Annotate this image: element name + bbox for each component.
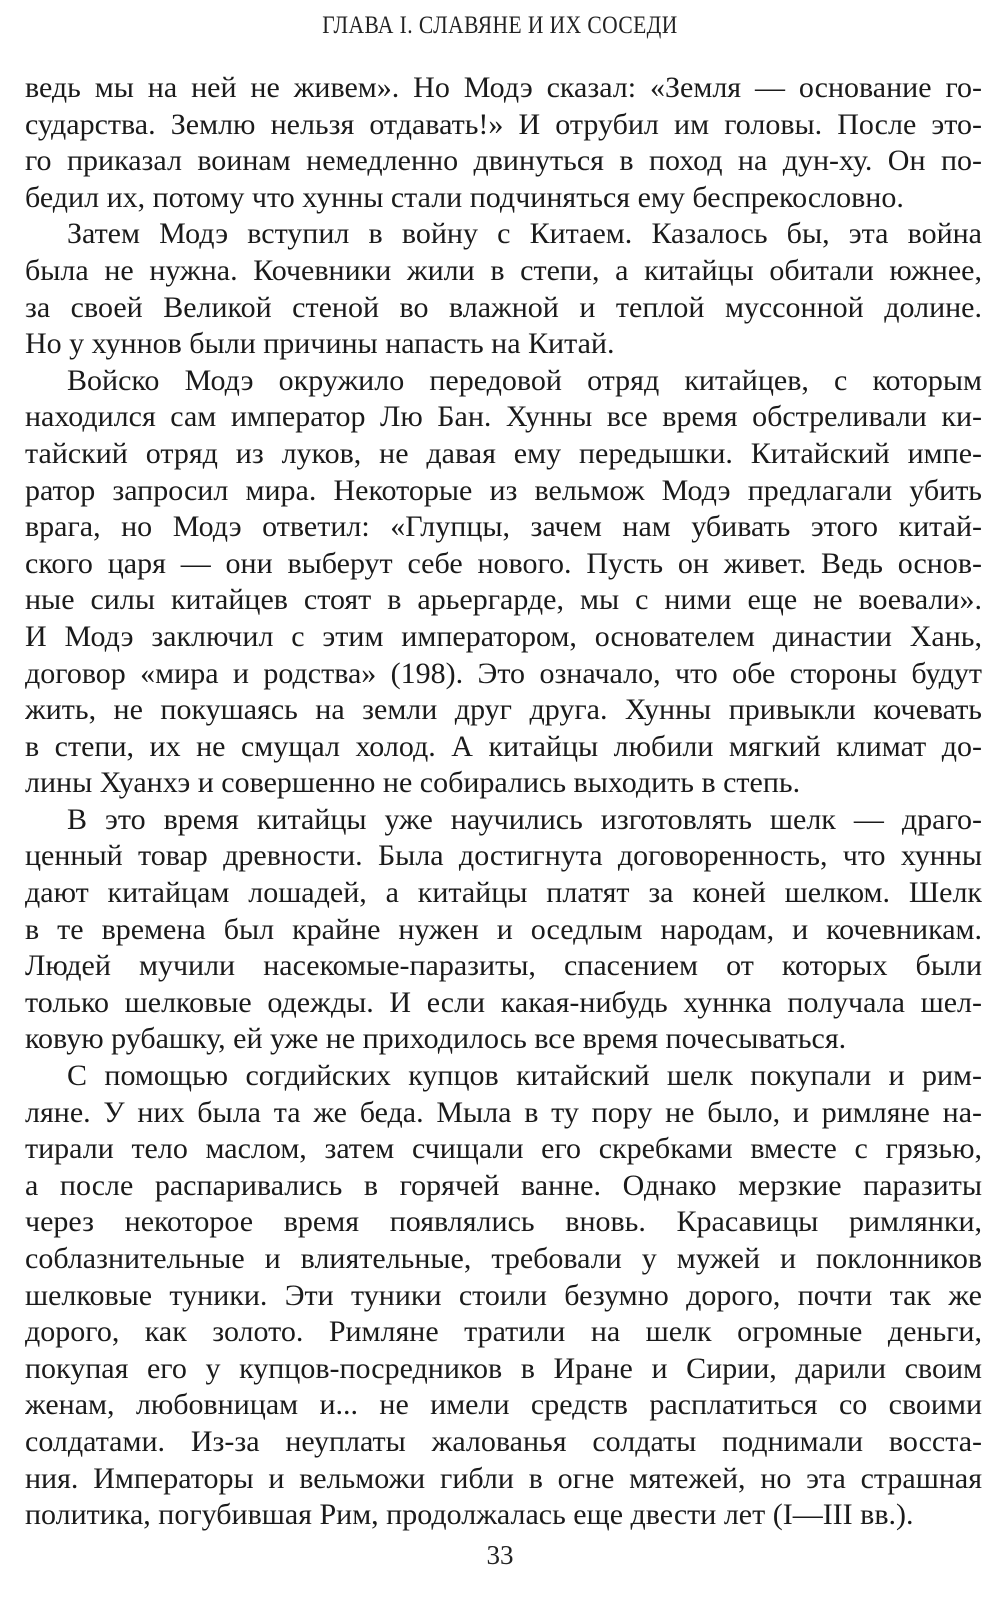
- text-line: ведь мы на ней не живем». Но Модэ сказал: «Земля — основание го-: [25, 71, 982, 104]
- text-line: В это время китайцы уже научились изготовлять шелк — драго-: [67, 802, 982, 836]
- text-line: ные силы китайцев стоят в арьергарде, мы с ними еще не воевали».: [25, 583, 982, 617]
- text-line: договор «мира и родства» (198). Это означало, что обе стороны будут: [25, 656, 982, 690]
- paragraph: [25, 1058, 982, 1534]
- text-line: дорого, как золото. Римляне тратили на шелк огромные деньги,: [25, 1315, 982, 1349]
- text-line: дают китайцам лошадей, а китайцы платят за коней шелком. Шелк: [25, 876, 982, 910]
- paragraph: [25, 802, 982, 1058]
- text-line: Но у хуннов были причины напасть на Китай.: [25, 327, 615, 361]
- text-line: лины Хуанхэ и совершенно не собирались выходить в степь.: [25, 766, 801, 800]
- paragraph: [25, 216, 982, 362]
- text-line: через некоторое время появлялись вновь. Красавицы римлянки,: [25, 1205, 982, 1239]
- text-line: Людей мучили насекомые-паразиты, спасением от которых были: [25, 949, 982, 983]
- text-line: ния. Императоры и вельможи гибли в огне мятежей, но эта страшная: [25, 1461, 982, 1495]
- text-line: го приказал воинам немедленно двинуться в поход на дун-ху. Он по-: [25, 144, 982, 178]
- text-line: находился сам император Лю Бан. Хунны все время обстреливали ки-: [25, 400, 982, 434]
- paragraph: [25, 363, 982, 802]
- text-line: а после распаривались в горячей ванне. Однако мерзкие паразиты: [25, 1168, 982, 1202]
- body-text: [25, 70, 982, 1534]
- text-line: шелковые туники. Эти туники стоили безумно дорого, почти так же: [25, 1278, 982, 1312]
- text-line: женам, любовницам и... не имели средств расплатиться со своими: [25, 1388, 982, 1422]
- text-line: соблазнительные и влиятельные, требовали у мужей и поклонников: [25, 1242, 982, 1275]
- text-line: в те времена был крайне нужен и оседлым народам, и кочевникам.: [25, 912, 982, 946]
- text-line: ратор запросил мира. Некоторые из вельмож Модэ предлагали убить: [25, 473, 982, 507]
- text-line: ского царя — они выберут себе нового. Пусть он живет. Ведь основ-: [25, 546, 982, 580]
- text-line: сударства. Землю нельзя отдавать!» И отрубил им головы. После это-: [25, 107, 982, 141]
- text-line: тайский отряд из луков, не давая ему передышки. Китайский импе-: [25, 436, 982, 470]
- text-line: Войско Модэ окружило передовой отряд китайцев, с которым: [67, 363, 982, 397]
- text-line: ковую рубашку, ей уже не приходилось все время почесываться.: [25, 1022, 847, 1056]
- text-line: в степи, их не смущал холод. А китайцы любили мягкий климат до-: [25, 729, 982, 763]
- text-line: только шелковые одежды. И если какая-нибудь хуннка получала шел-: [25, 985, 982, 1019]
- text-line: врага, но Модэ ответил: «Глупцы, зачем нам убивать этого китай-: [25, 510, 982, 544]
- text-line: была не нужна. Кочевники жили в степи, а китайцы обитали южнее,: [25, 253, 982, 287]
- text-line: Затем Модэ вступил в войну с Китаем. Казалось бы, эта война: [67, 217, 982, 251]
- text-line: С помощью согдийских купцов китайский шелк покупали и рим-: [67, 1059, 982, 1093]
- text-line: жить, не покушаясь на земли друг друга. Хунны привыкли кочевать: [25, 693, 982, 727]
- text-line: тирали тело маслом, затем счищали его скребками вместе с грязью,: [25, 1132, 982, 1166]
- text-line: за своей Великой стеной во влажной и теплой муссонной долине.: [25, 290, 982, 324]
- text-line: И Модэ заключил с этим императором, основателем династии Хань,: [25, 619, 982, 653]
- text-line: политика, погубившая Рим, продолжалась еще двести лет (I—III вв.).: [25, 1498, 914, 1532]
- text-line: бедил их, потому что хунны стали подчиняться ему беспрекословно.: [25, 180, 904, 214]
- text-line: ляне. У них была та же беда. Мыла в ту пору не было, и римляне на-: [25, 1095, 982, 1129]
- text-line: ценный товар древности. Была достигнута договоренность, что хунны: [25, 839, 982, 873]
- page-number: 33: [486, 1540, 514, 1570]
- text-line: покупая его у купцов-посредников в Иране и Сирии, дарили своим: [25, 1351, 982, 1385]
- running-head: ГЛАВА I. СЛАВЯНЕ И ИХ СОСЕДИ: [322, 12, 678, 39]
- paragraph: [25, 70, 982, 216]
- text-line: солдатами. Из-за неуплаты жалованья солдаты поднимали восста-: [25, 1424, 982, 1458]
